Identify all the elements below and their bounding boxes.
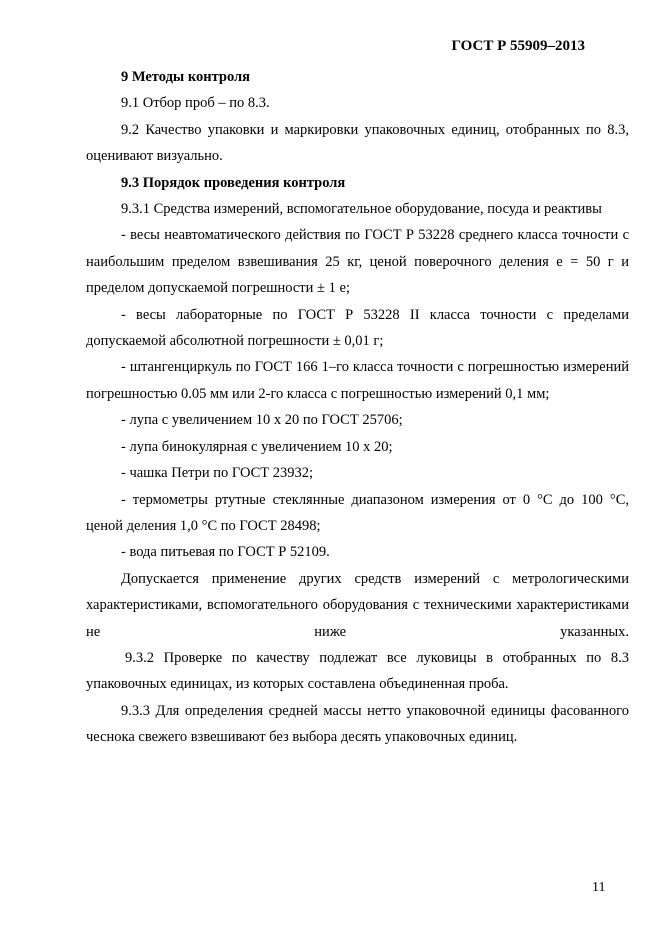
list-item-thermometers: - термометры ртутные стеклянные диапазоном измерения от 0 °С до 100 °С, ценой деления 1,0 °С по ГОСТ 28498; [86, 491, 629, 534]
paragraph-9-1: 9.1 Отбор проб – по 8.3. [121, 95, 270, 112]
paragraph-alternatives: Допускается применение других средств измерений с метрологическими характеристиками, вспомогательного оборудования с техническими характеристиками не ниже указанных. [86, 570, 629, 640]
document-body [86, 64, 629, 751]
list-item-petri-dish: - чашка Петри по ГОСТ 23932; [121, 465, 314, 482]
list-item-binocular-magnifier: - лупа бинокулярная с увеличением 10 х 20; [121, 438, 393, 455]
list-item-caliper: - штангенциркуль по ГОСТ 166 1–го класса точности с погрешностью измерений погрешностью 0.05 мм или 2-го класса с погрешностью измерений 0,1 мм; [86, 359, 629, 402]
paragraph-9-3-3: 9.3.3 Для определения средней массы нетто упаковочной единицы фасованного чеснока свежего взвешивают без выбора десять упаковочных единиц. [86, 702, 629, 746]
paragraph-9-3-2: 9.3.2 Проверке по качеству подлежат все луковицы в отобранных по 8.3 упаковочных единицах, из которых составлена объединенная проба. [86, 649, 629, 693]
document-header: ГОСТ Р 55909–2013 [451, 38, 585, 54]
list-item-scales-nonautomatic: - весы неавтоматического действия по ГОСТ Р 53228 среднего класса точности с наибольшим пределом взвешивания 25 кг, ценой поверочного деления е = 50 г и пределом допускаемой погрешности ± 1 е; [86, 227, 629, 297]
list-item-drinking-water: - вода питьевая по ГОСТ Р 52109. [121, 544, 330, 561]
section-heading-9: 9 Методы контроля [121, 69, 251, 85]
page-number: 11 [592, 880, 606, 895]
list-item-magnifier: - лупа с увеличением 10 х 20 по ГОСТ 25706; [121, 412, 403, 429]
paragraph-9-2: 9.2 Качество упаковки и маркировки упаковочных единиц, отобранных по 8.3, оценивают визуально. [86, 121, 629, 165]
section-heading-9-3: 9.3 Порядок проведения контроля [121, 174, 346, 191]
paragraph-9-3-1: 9.3.1 Средства измерений, вспомогательное оборудование, посуда и реактивы [121, 201, 602, 218]
list-item-scales-laboratory: - весы лабораторные по ГОСТ Р 53228 II класса точности с пределами допускаемой абсолютной погрешности ± 0,01 г; [86, 306, 629, 350]
